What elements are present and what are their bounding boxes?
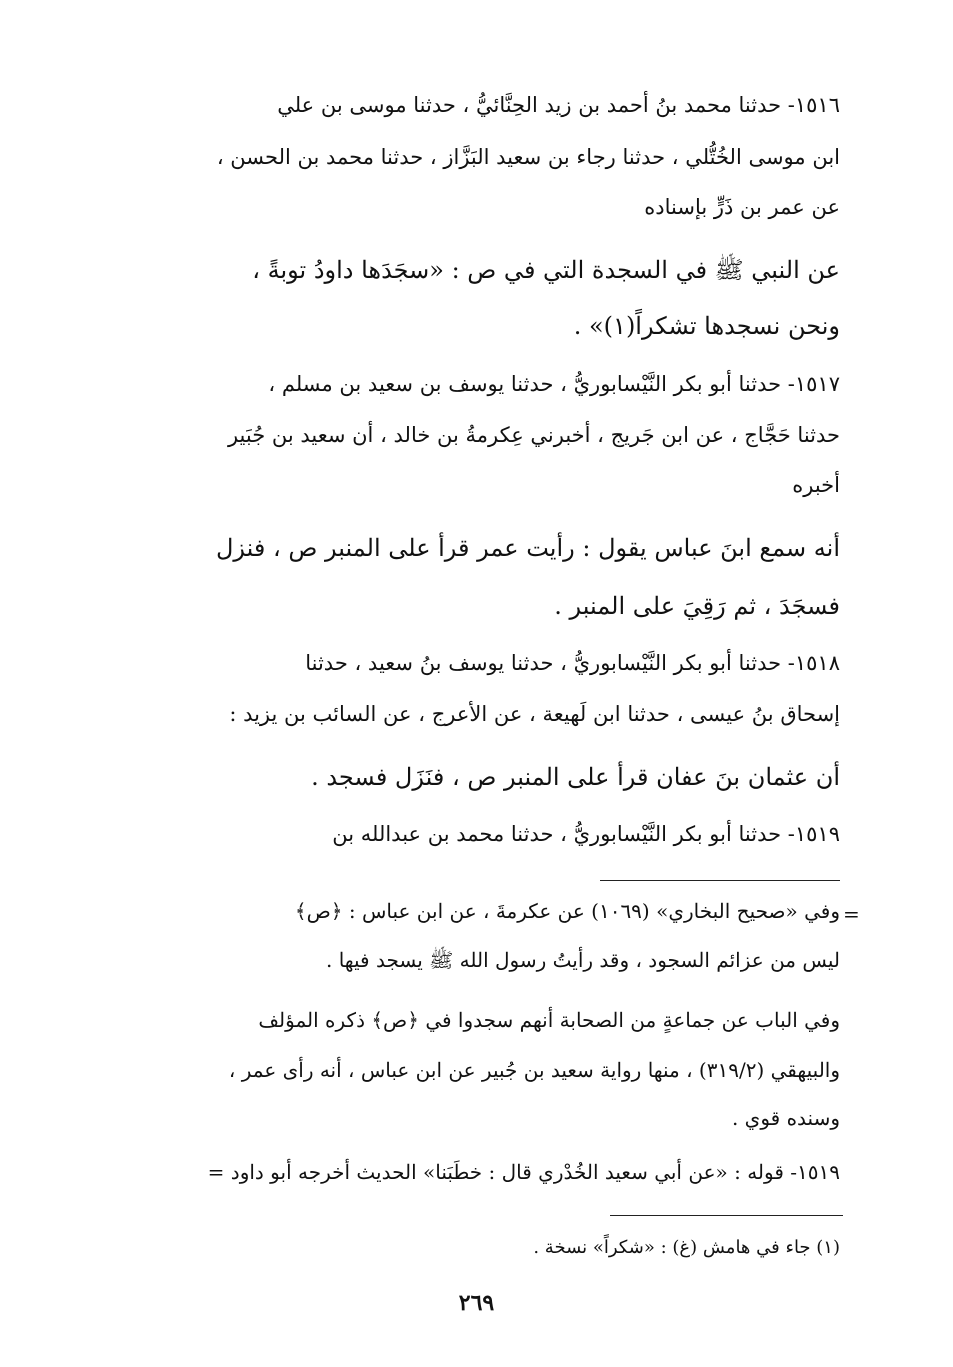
text-line: ١٥١٨- حدثنا أبو بكر النَّيْسابوريُّ ، حدثنا يوسف بنُ سعيد ، حدثنا <box>305 651 840 675</box>
continuation-mark: = <box>843 902 860 926</box>
text-line: إسحاق بنُ عيسى ، حدثنا ابن لَهيعة ، عن الأعرج ، عن السائب بن يزيد : <box>229 702 840 726</box>
text-line: ١٥١٦- حدثنا محمد بنُ أحمد بن زيد الحِنَّائيُّ ، حدثنا موسى بن علي <box>277 93 840 117</box>
commentary-line: وفي «صحيح البخاري» (١٠٦٩) عن عكرمةَ ، عن ابن عباس : ﴿ص﴾ <box>294 899 840 923</box>
commentary-line: وفي الباب عن جماعةٍ من الصحابة أنهم سجدوا في ﴿ص﴾ ذكره المؤلف <box>258 1008 840 1032</box>
text-line: حدثنا حَجَّاج ، عن ابن جَريج ، أخبرني عِكرمةُ بن خالد ، أن سعيد بن جُبَير <box>227 423 840 447</box>
commentary-line: ليس من عزائم السجود ، وقد رأيتُ رسول الله ﷺ يسجد فيها . <box>325 948 840 972</box>
hadith-text-line: أنه سمع ابنَ عباس يقول : رأيت عمر قرأ على المنبر ص ، فنزل <box>215 534 840 562</box>
commentary-separator <box>600 880 840 881</box>
text-line: أخبره <box>792 473 840 497</box>
page-number: ٢٦٩ <box>458 1290 495 1316</box>
hadith-text-line: فسجَدَ ، ثم رَقِيَ على المنبر . <box>554 592 840 620</box>
hadith-text-line: ونحن نسجدها تشكراً(١)» . <box>573 312 840 340</box>
text-line: عن عمر بن ذَرٍّ بإسناده <box>644 195 840 219</box>
commentary-line: والبيهقي (٣١٩/٢) ، منها رواية سعيد بن جُبير عن ابن عباس ، أنه رأى عمر ، <box>228 1058 840 1082</box>
footnote: (١) جاء في هامش (غ) : «شكراً» نسخة . <box>533 1237 840 1258</box>
commentary-line: وسنده قوي . <box>731 1106 840 1130</box>
hadith-text-line: أن عثمان بنَ عفان قرأ على المنبر ص ، فنَزَل فسجد . <box>311 763 840 791</box>
text-line: ١٥١٧- حدثنا أبو بكر النَّيْسابوريُّ ، حدثنا يوسف بن سعيد بن مسلم ، <box>268 372 840 396</box>
text-line: ابن موسى الخُتُّلي ، حدثنا رجاء بن سعيد البَزَّاز ، حدثنا محمد بن الحسن ، <box>216 145 840 169</box>
footnote-separator <box>610 1215 843 1216</box>
commentary-line: ١٥١٩- قوله : «عن أبي سعيد الخُدْري قال : خطَبَنا» الحديث أخرجه أبو داود = <box>207 1160 840 1184</box>
text-line: ١٥١٩- حدثنا أبو بكر النَّيْسابوريُّ ، حدثنا محمد بن عبدالله بن <box>332 822 840 846</box>
hadith-text-line: عن النبي ﷺ في السجدة التي في ص : «سجَدَها داودُ توبةً ، <box>252 256 840 284</box>
